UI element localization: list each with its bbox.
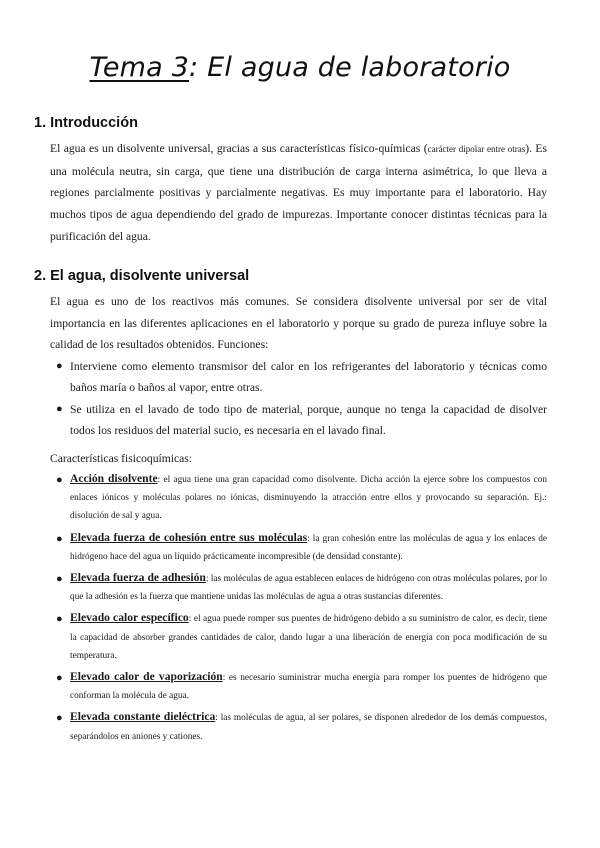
list-item xyxy=(50,609,547,665)
section1-heading: 1. Introducción xyxy=(34,115,138,131)
section1-text-b: ). Es una molécula neutra, sin carga, que tiene una distribución de carga interna asimétrica, lo que lleva a regiones parcialmente positivas y parcialmente negativas. Es muy importante para el laboratorio. Hay muchos tipos de agua dependiendo del grado de impurezas. Importante conocer distintas técnicas para la purificación del agua. xyxy=(50,142,547,243)
bullet-icon: ● xyxy=(56,573,63,586)
bullet-icon: ● xyxy=(56,712,63,725)
functions-list xyxy=(50,356,547,441)
bullet-icon: ● xyxy=(56,360,63,372)
properties-label: Características fisicoquímicas: xyxy=(50,452,192,465)
section1-text-a: El agua es un disolvente universal, gracias a sus características físico-químicas ( xyxy=(50,142,428,155)
list-item xyxy=(50,356,547,399)
list-item xyxy=(50,470,547,526)
property-term: Elevada fuerza de adhesión xyxy=(70,571,206,585)
bullet-icon: ● xyxy=(56,672,63,685)
function-text: Interviene como elemento transmisor del calor en los refrigerantes del laboratorio y técnicas como baños maría o baños al vapor, entre otras. xyxy=(70,360,547,395)
bullet-icon: ● xyxy=(56,402,63,415)
property-desc: : las moléculas de agua establecen enlaces de hidrógeno con otras moléculas polares, por lo que la adhesión es la fuerza que mantiene unidas las moléculas de agua a otras sustancias diferentes. xyxy=(70,574,547,603)
bullet-icon: ● xyxy=(56,532,63,545)
list-item xyxy=(50,569,547,606)
list-item xyxy=(50,668,547,705)
properties-list xyxy=(50,470,547,749)
list-item xyxy=(50,529,547,566)
bullet-icon: ● xyxy=(56,474,63,486)
page-title xyxy=(0,52,600,83)
property-desc: : el agua puede romper sus puentes de hidrógeno debido a su suministro de calor, es decir, tiene la capacidad de absorber grandes cantidades de calor, dando lugar a una liberación de energía con poca modificación de su temperatura. xyxy=(70,614,547,661)
property-term: Elevado calor de vaporización xyxy=(70,670,223,684)
bullet-icon: ● xyxy=(56,613,63,626)
title-rest: : El agua de laboratorio xyxy=(189,52,511,83)
property-term: Elevada constante dieléctrica xyxy=(70,710,216,724)
section2-heading: 2. El agua, disolvente universal xyxy=(34,268,250,284)
property-term: Elevada fuerza de cohesión entre sus moléculas xyxy=(70,530,308,544)
property-desc: : la gran cohesión entre las moléculas de agua y los enlaces de hidrógeno hace del agua un líquido prácticamente incompresible (de densidad constante). xyxy=(70,533,547,562)
property-term: Acción disolvente xyxy=(70,472,158,485)
section1-text-small: carácter dipolar entre otras xyxy=(427,144,526,154)
section2-intro: El agua es uno de los reactivos más comunes. Se considera disolvente universal por ser de vital importancia en las diferentes aplicaciones en el laboratorio y porque su grado de pureza influye sobre la calidad de los resultados obtenidos. Funciones: xyxy=(50,295,547,352)
property-desc: : el agua tiene una gran capacidad como disolvente. Dicha acción la ejerce sobre los compuestos con enlaces iónicos y moléculas polares no iónicas, disminuyendo la atracción entre ellos y provocando su separación. Ej.: disolución de sal y agua. xyxy=(70,475,547,522)
list-item xyxy=(50,399,547,442)
list-item xyxy=(50,708,547,745)
property-desc: : las moléculas de agua, al ser polares, se disponen alrededor de los demás compuestos, separándolos en aniones y cationes. xyxy=(70,713,547,742)
function-text: Se utiliza en el lavado de todo tipo de material, porque, aunque no tenga la capacidad de disolver todos los residuos del material sucio, es necesaria en el lavado final. xyxy=(70,402,547,437)
property-term: Elevado calor específico xyxy=(70,611,189,625)
property-desc: : es necesario suministrar mucha energía para romper los puentes de hidrógeno que conforman la molécula de agua. xyxy=(70,673,547,702)
section1-paragraph xyxy=(50,138,547,248)
title-topic: Tema 3 xyxy=(89,52,190,83)
